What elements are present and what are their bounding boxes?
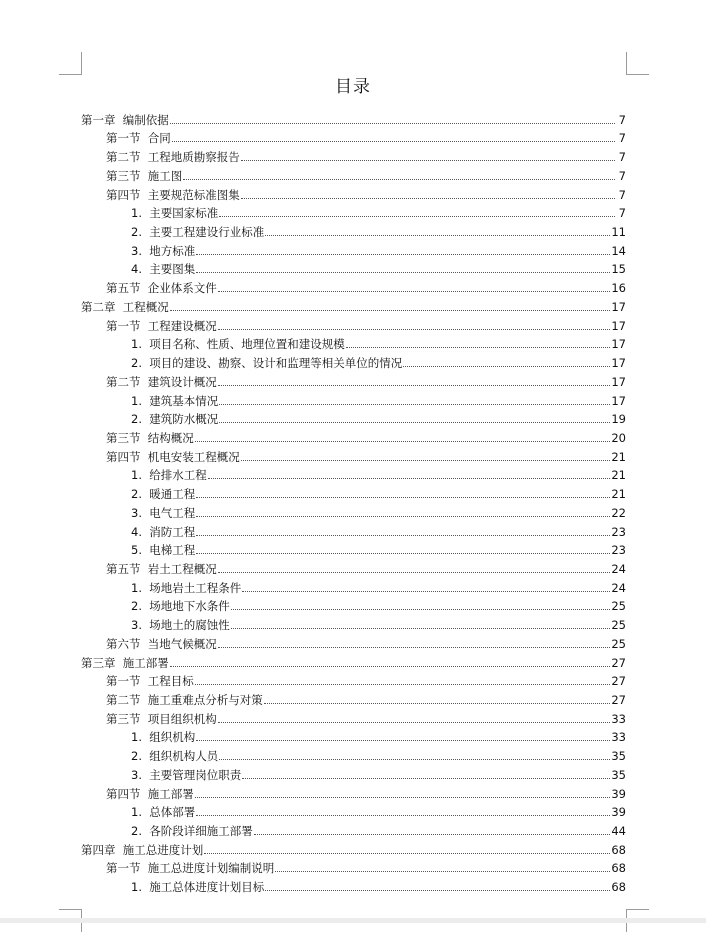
toc-entry-label: 2. 场地地下水条件 [131, 599, 230, 614]
toc-section-entry[interactable] [81, 276, 626, 295]
toc-section-entry[interactable] [81, 707, 626, 726]
toc-entry-label: 2. 组织机构人员 [131, 749, 219, 764]
toc-entry-label: 1. 项目名称、性质、地理位置和建设规模 [131, 337, 345, 352]
toc-section-entry[interactable] [81, 314, 626, 333]
toc-entry-label: 第三节 施工图 [106, 168, 183, 183]
toc-entry-label: 2. 项目的建设、勘察、设计和监理等相关单位的情况 [131, 356, 403, 371]
toc-dot-leader [204, 853, 610, 854]
toc-entry-label: 第三节 结构概况 [106, 430, 194, 445]
toc-dot-leader [195, 441, 611, 442]
toc-section-entry[interactable] [81, 688, 626, 707]
toc-dot-leader [242, 591, 610, 592]
toc-page-number: 68 [611, 842, 626, 857]
toc-page-number: 22 [611, 505, 626, 520]
toc-dot-leader [231, 609, 611, 610]
toc-dot-leader [195, 684, 611, 685]
toc-page-number: 33 [611, 711, 626, 726]
toc-page-number: 11 [611, 225, 626, 240]
toc-page-number: 7 [618, 206, 626, 221]
toc-page-number: 25 [611, 599, 626, 614]
toc-entry-label: 1. 总体部署 [131, 805, 196, 820]
toc-entry-label: 4. 主要图集 [131, 262, 196, 277]
toc-page-number: 14 [611, 243, 626, 258]
toc-entry-label: 第一节 工程建设概况 [106, 318, 217, 333]
toc-entry-label: 第四章 施工总进度计划 [81, 842, 204, 857]
toc-dot-leader [231, 628, 611, 629]
toc-page-number: 17 [611, 299, 626, 314]
toc-section-entry[interactable] [81, 426, 626, 445]
toc-subsection-entry[interactable] [81, 613, 626, 632]
toc-entry-label: 3. 电气工程 [131, 505, 196, 520]
toc-dot-leader [196, 740, 610, 741]
toc-subsection-entry[interactable] [81, 801, 626, 820]
toc-page-number: 7 [618, 150, 626, 165]
toc-page-number: 24 [611, 561, 626, 576]
toc-dot-leader [170, 310, 611, 311]
toc-entry-label: 2. 暖通工程 [131, 487, 196, 502]
toc-entry-label: 第四节 机电安装工程概况 [106, 449, 240, 464]
toc-page-number: 21 [611, 468, 626, 483]
toc-entry-label: 1. 施工总体进度计划目标 [131, 880, 265, 895]
toc-page-number: 21 [611, 487, 626, 502]
toc-page-number: 24 [611, 580, 626, 595]
toc-entry-label: 1. 组织机构 [131, 730, 196, 745]
toc-section-entry[interactable] [81, 782, 626, 801]
toc-subsection-entry[interactable] [81, 744, 626, 763]
toc-entry-label: 第六节 当地气候概况 [106, 636, 217, 651]
toc-page-number: 17 [611, 356, 626, 371]
toc-dot-leader [218, 572, 611, 573]
toc-entry-label: 第二节 工程地质勘察报告 [106, 150, 240, 165]
toc-dot-leader [241, 460, 611, 461]
toc-page-number: 27 [611, 674, 626, 689]
toc-page-number: 44 [611, 824, 626, 839]
toc-entry-label: 第二节 建筑设计概况 [106, 374, 217, 389]
toc-entry-label: 第三节 项目组织机构 [106, 711, 217, 726]
toc-page-number: 25 [611, 618, 626, 633]
toc-subsection-entry[interactable] [81, 595, 626, 614]
toc-dot-leader [196, 553, 610, 554]
toc-entry-label: 第一章 编制依据 [81, 112, 169, 127]
toc-dot-leader [196, 815, 610, 816]
toc-dot-leader [403, 366, 610, 367]
toc-dot-leader [170, 123, 615, 124]
toc-dot-leader [219, 216, 615, 217]
toc-entry-label: 第五节 岩土工程概况 [106, 561, 217, 576]
toc-subsection-entry[interactable] [81, 875, 626, 894]
toc-entry-label: 第二章 工程概况 [81, 299, 169, 314]
toc-entry-label: 第二节 施工重难点分析与对策 [106, 693, 263, 707]
toc-page-number: 17 [611, 337, 626, 352]
page-title: 目录 [335, 77, 371, 97]
toc-section-entry[interactable] [81, 127, 626, 146]
toc-subsection-entry[interactable] [81, 239, 626, 258]
toc-entry-label: 4. 消防工程 [131, 524, 196, 539]
toc-dot-leader [264, 703, 611, 704]
toc-page-number: 23 [611, 524, 626, 539]
toc-entry-label: 第一节 工程目标 [106, 674, 194, 689]
toc-dot-leader [218, 291, 611, 292]
toc-page-number: 23 [611, 543, 626, 558]
toc-subsection-entry[interactable] [81, 726, 626, 745]
toc-dot-leader [172, 141, 615, 142]
toc-dot-leader [219, 422, 610, 423]
toc-page-number: 68 [611, 880, 626, 895]
toc-dot-leader [195, 797, 611, 798]
toc-entry-label: 2. 主要工程建设行业标准 [131, 225, 265, 240]
toc-dot-leader [196, 254, 610, 255]
toc-entry-label: 第五节 企业体系文件 [106, 281, 217, 296]
toc-entry-label: 1. 给排水工程 [131, 468, 207, 483]
toc-section-entry[interactable] [81, 164, 626, 183]
toc-subsection-entry[interactable] [81, 482, 626, 501]
toc-dot-leader [219, 404, 610, 405]
toc-subsection-entry[interactable] [81, 520, 626, 539]
toc-dot-leader [265, 890, 610, 891]
toc-subsection-entry[interactable] [81, 408, 626, 427]
toc-section-entry[interactable] [81, 670, 626, 689]
toc-page-number: 27 [611, 693, 626, 707]
toc-page-number: 19 [611, 412, 626, 427]
toc-dot-leader [346, 347, 611, 348]
toc-section-entry[interactable] [81, 445, 626, 464]
toc-entry-label: 2. 建筑防水概况 [131, 412, 219, 427]
toc-dot-leader [218, 329, 611, 330]
toc-chapter-entry[interactable] [81, 838, 626, 857]
toc-page-number: 7 [618, 168, 626, 183]
toc-dot-leader [275, 871, 610, 872]
toc-chapter-entry[interactable] [81, 651, 626, 670]
toc-chapter-entry[interactable] [81, 295, 626, 314]
toc-entry-label: 1. 场地岩土工程条件 [131, 580, 242, 595]
toc-page-number: 39 [611, 786, 626, 801]
toc-subsection-entry[interactable] [81, 539, 626, 558]
toc-subsection-entry[interactable] [81, 258, 626, 277]
toc-dot-leader [241, 198, 615, 199]
toc-dot-leader [183, 179, 615, 180]
toc-dot-leader [170, 666, 611, 667]
toc-page-number: 17 [611, 374, 626, 389]
toc-dot-leader [241, 160, 615, 161]
toc-section-entry[interactable] [81, 632, 626, 651]
toc-subsection-entry[interactable] [81, 576, 626, 595]
toc-entry-label: 2. 各阶段详细施工部署 [131, 824, 253, 839]
toc-subsection-entry[interactable] [81, 220, 626, 239]
toc-page-number: 17 [611, 393, 626, 408]
toc-subsection-entry[interactable] [81, 819, 626, 838]
toc-page-number: 16 [611, 281, 626, 296]
toc-subsection-entry[interactable] [81, 351, 626, 370]
toc-dot-leader [218, 722, 611, 723]
toc-entry-label: 3. 场地土的腐蚀性 [131, 618, 230, 633]
page-corner-mark-top-right [626, 52, 649, 75]
toc-subsection-entry[interactable] [81, 389, 626, 408]
toc-page-number: 33 [611, 730, 626, 745]
toc-page-number: 17 [611, 318, 626, 333]
toc-dot-leader [196, 497, 610, 498]
toc-page-number: 20 [611, 430, 626, 445]
toc-page-number: 7 [618, 131, 626, 146]
toc-section-entry[interactable] [81, 370, 626, 389]
toc-page-number: 7 [618, 112, 626, 127]
toc-entry-label: 第一节 施工总进度计划编制说明 [106, 861, 275, 876]
toc-entry-label: 1. 建筑基本情况 [131, 393, 219, 408]
page-corner-mark-top-left [59, 52, 82, 75]
toc-page-number: 15 [611, 262, 626, 277]
toc-entry-label: 3. 地方标准 [131, 243, 196, 258]
toc-section-entry[interactable] [81, 857, 626, 876]
toc-page-number: 21 [611, 449, 626, 464]
toc-dot-leader [254, 834, 611, 835]
toc-subsection-entry[interactable] [81, 763, 626, 782]
toc-dot-leader [218, 647, 611, 648]
table-of-contents [81, 108, 626, 894]
toc-entry-label: 第四节 主要规范标准图集 [106, 187, 240, 202]
toc-page-number: 68 [611, 861, 626, 876]
toc-dot-leader [242, 778, 610, 779]
toc-dot-leader [196, 272, 610, 273]
toc-page-number: 27 [611, 655, 626, 670]
toc-entry-label: 第三章 施工部署 [81, 655, 169, 670]
toc-section-entry[interactable] [81, 183, 626, 202]
toc-entry-label: 第一节 合同 [106, 131, 171, 146]
toc-entry-label: 3. 主要管理岗位职责 [131, 767, 242, 782]
toc-dot-leader [196, 535, 610, 536]
toc-page-number: 25 [611, 636, 626, 651]
toc-subsection-entry[interactable] [81, 202, 626, 221]
page-gap [0, 918, 706, 923]
toc-dot-leader [218, 385, 611, 386]
toc-subsection-entry[interactable] [81, 464, 626, 483]
toc-page-number: 35 [611, 749, 626, 764]
toc-entry-label: 第四节 施工部署 [106, 786, 194, 801]
toc-page-number: 35 [611, 767, 626, 782]
toc-subsection-entry[interactable] [81, 501, 626, 520]
toc-section-entry[interactable] [81, 557, 626, 576]
toc-dot-leader [265, 235, 610, 236]
toc-dot-leader [208, 478, 611, 479]
toc-subsection-entry[interactable] [81, 333, 626, 352]
toc-page-number: 7 [618, 187, 626, 202]
toc-chapter-entry[interactable] [81, 108, 626, 127]
toc-section-entry[interactable] [81, 145, 626, 164]
toc-entry-label: 5. 电梯工程 [131, 543, 196, 558]
toc-entry-label: 1. 主要国家标准 [131, 206, 219, 221]
toc-page-number: 39 [611, 805, 626, 820]
toc-dot-leader [196, 516, 610, 517]
toc-dot-leader [219, 759, 610, 760]
